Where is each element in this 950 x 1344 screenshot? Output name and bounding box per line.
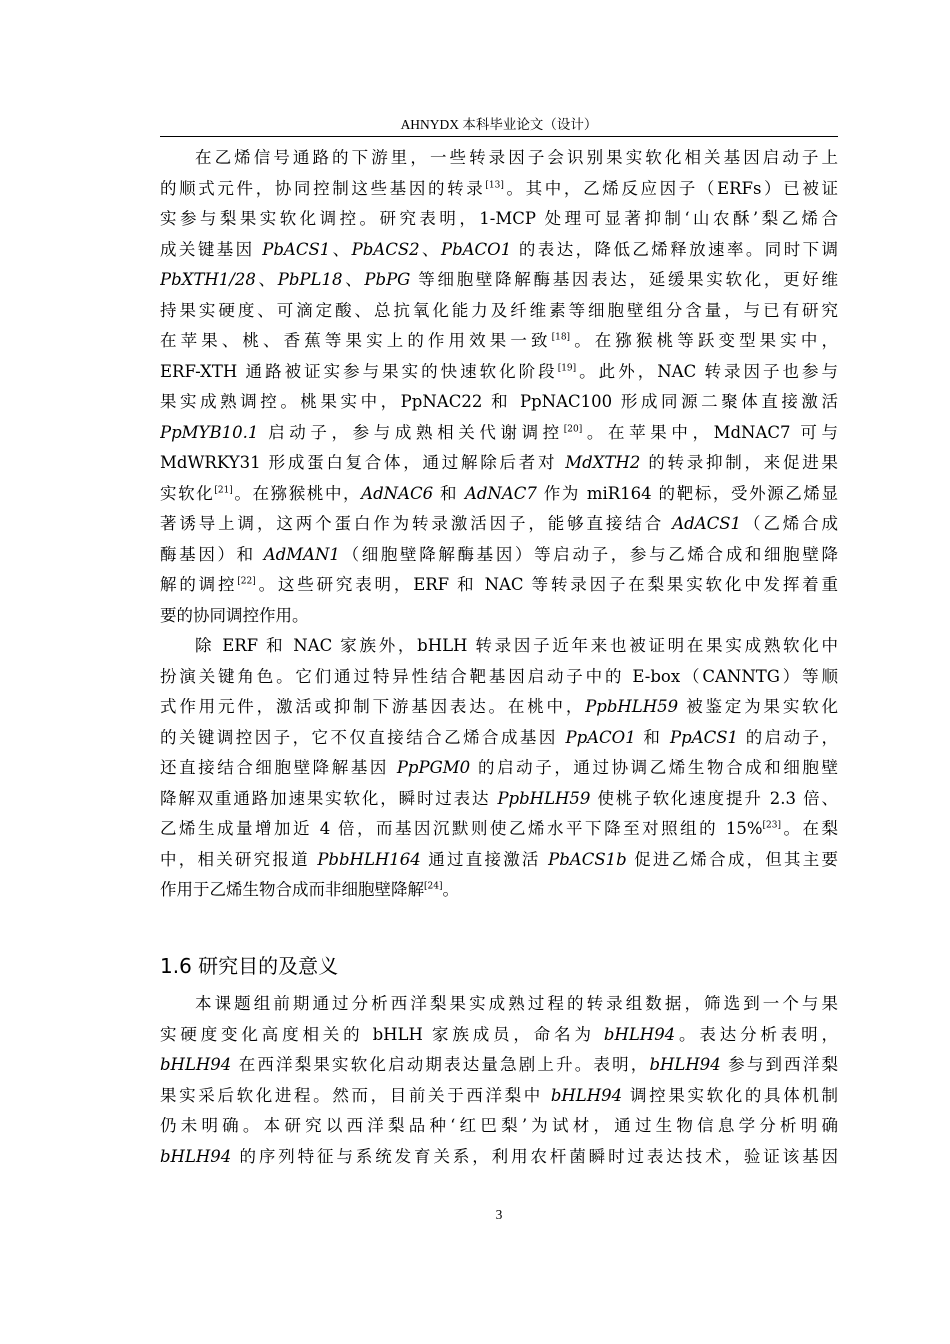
text-span: 的转录抑制，来促进果 [640,453,838,472]
gene-name: PbACO1 [440,239,512,259]
citation: [22] [237,576,256,587]
gene-name: PbACS2 [351,239,420,259]
citation: [13] [485,180,504,191]
text-span: （细胞壁降解酶基因）等启动子，参与乙烯合成和细胞壁降 [339,544,838,564]
text-span: 乙烯生成量增加近 4 倍，而基因沉默则使乙烯水平下降至对照组的 15% [160,819,763,838]
text-span: 中，相关研究报道 [160,849,318,869]
text-span: 通过直接激活 [420,849,549,869]
gene-name: PpACS1 [670,727,739,747]
gene-name: MdXTH2 [565,453,641,472]
text-span: 酶基因）和 [160,544,264,564]
gene-name: PbPG [364,270,411,289]
gene-name: PbACS1b [548,849,627,869]
text-span: 持果实硬度、可滴定酸、总抗氧化能力及纤维素等细胞壁组分含量，与已有研究 [160,300,838,320]
text-span: 著诱导上调，这两个蛋白作为转录激活因子，能够直接结合 [160,514,673,533]
text-line [160,357,838,388]
text-span: 促进乙烯合成，但其主要 [626,849,838,869]
text-span: 实软化 [160,483,215,503]
text-span: 式作用元件，激活或抑制下游基因表达。在桃中， [160,697,586,716]
text-line [160,1050,838,1081]
text-span: 在苹果、桃、香蕉等果实上的作用效果一致 [160,331,552,350]
section-heading: 1.6 研究目的及意义 [160,954,339,978]
text-span: 启动子，参与成熟相关代谢调控 [258,422,564,442]
gene-name: PpPGM0 [396,758,471,777]
text-line [160,418,838,449]
text-span: MdWRKY31 形成蛋白复合体，通过解除后者对 [160,453,566,472]
citation: [23] [762,820,781,831]
text-span: 仍未明确。本研究以西洋梨品种‘红巴梨’为试材，通过生物信息学分析明确 [160,1116,838,1135]
text-line [160,143,838,174]
text-line [160,479,838,510]
gene-name: bHLH94 [550,1085,623,1105]
text-line [160,1020,838,1051]
text-line [160,387,838,418]
citation: [18] [551,332,571,343]
gene-name: bHLH94 [603,1024,676,1044]
text-span: 和 [635,727,671,747]
gene-name: PbACS1 [262,239,331,259]
text-span: 除 ERF 和 NAC 家族外，bHLH 转录因子近年来也被证明在果实成熟软化中 [195,636,838,655]
text-span: 。 [442,880,459,899]
running-header: AHNYDX 本科毕业论文（设计） [400,117,598,132]
text-span: 、 [255,270,278,289]
gene-name: PpbHLH59 [585,697,679,716]
text-line [160,265,838,296]
text-line [160,296,838,327]
text-span: 、 [330,239,352,259]
gene-name: AdNAC6 [361,483,434,503]
text-span: 和 [433,483,465,503]
text-span: 使桃子软化速度提升 2.3 倍、 [590,788,838,808]
gene-name: AdNAC7 [464,483,537,503]
text-line [160,448,838,479]
text-span: 的表达，降低乙烯释放速率。同时下调 [511,239,838,259]
text-span: 在西洋梨果实软化启动期表达量急剧上升。表明， [231,1055,650,1074]
text-span: 。其中，乙烯反应因子（ERFs）已被证 [503,178,838,198]
text-span: 调控果实软化的具体机制 [622,1085,838,1105]
text-line [160,662,838,693]
text-span: 、 [342,270,365,289]
text-span: 、 [419,239,441,259]
text-line [160,174,838,205]
text-span: 实硬度变化高度相关的 bHLH 家族成员，命名为 [160,1024,604,1044]
text-line [160,1142,838,1173]
text-line [160,235,838,266]
text-line [160,784,838,815]
gene-name: PbPL18 [277,270,343,289]
text-span: 的关键调控因子，它不仅直接结合乙烯合成基因 [160,727,566,747]
text-span: 等细胞壁降解酶基因表达，延缓果实软化，更好维 [410,270,838,289]
citation: [20] [563,424,583,435]
text-span: 本课题组前期通过分析西洋梨果实成熟过程的转录组数据，筛选到一个与果 [195,994,838,1013]
text-span: 解的调控 [160,575,238,594]
gene-name: PpMYB10.1 [160,422,259,442]
text-line [160,1111,838,1142]
text-span: 作用于乙烯生物合成而非细胞壁降解 [160,880,424,899]
text-span: ERF-XTH 通路被证实参与果实的快速软化阶段 [160,361,558,381]
text-line [160,204,838,235]
text-line [160,753,838,784]
text-span: 的序列特征与系统发育关系，利用农杆菌瞬时过表达技术，验证该基因 [231,1146,838,1166]
text-line [160,540,838,571]
text-span: 还直接结合细胞壁降解基因 [160,758,397,777]
citation: [24] [424,881,443,892]
text-span: 果实采后软化进程。然而，目前关于西洋梨中 [160,1085,551,1105]
text-span: 扮演关键角色。它们通过特异性结合靶基因启动子中的 E-box（CANNTG）等顺 [160,666,838,686]
text-line [160,631,838,662]
text-span: 成关键基因 [160,239,263,259]
citation: [19] [557,363,577,374]
text-line [160,570,838,601]
text-span: 的启动子，通过协调乙烯生物合成和细胞壁 [470,758,838,777]
paragraph-3 [160,989,838,1172]
text-span: 降解双重通路加速果实软化，瞬时过表达 [160,788,498,808]
text-span: 作为 miR164 的靶标，受外源乙烯显 [536,483,838,503]
text-line [160,1081,838,1112]
page-number: 3 [495,1207,503,1222]
text-span: 。表达分析表明， [675,1024,838,1044]
text-line [160,814,838,845]
text-span: 的顺式元件，协同控制这些基因的转录 [160,178,486,198]
text-line [160,326,838,357]
paragraph-1 [160,143,838,906]
gene-name: PbXTH1/28 [160,270,256,289]
text-span: 。在苹果中，MdNAC7 可与 [582,422,838,442]
text-span: 果实成熟调控。桃果实中，PpNAC22 和 PpNAC100 形成同源二聚体直接激活 [160,392,838,411]
gene-name: AdACS1 [672,514,742,533]
gene-name: PpbHLH59 [497,788,591,808]
text-line [160,875,838,906]
citation: [21] [214,485,233,496]
text-span: 要的协同调控作用。 [160,605,309,625]
text-span: 。在猕猴桃等跃变型果实中， [570,331,838,350]
text-line [160,989,838,1020]
gene-name: PbbHLH164 [317,849,421,869]
text-span: 被鉴定为果实软化 [678,697,838,716]
text-line [160,509,838,540]
text-span: 实参与梨果实软化调控。研究表明，1-MCP 处理可显著抑制‘山农酥’梨乙烯合 [160,209,838,228]
text-line [160,692,838,723]
text-span: 的启动子， [738,727,838,747]
gene-name: bHLH94 [649,1055,721,1074]
text-span: （乙烯合成 [741,514,838,533]
gene-name: AdMAN1 [263,544,340,564]
text-span: 。在猕猴桃中， [232,483,362,503]
text-span: 。这些研究表明，ERF 和 NAC 等转录因子在梨果实软化中发挥着重 [255,575,838,594]
text-line [160,601,838,632]
text-line [160,845,838,876]
text-span: 。在梨 [781,819,838,838]
header-rule [160,136,838,137]
text-span: 参与到西洋梨 [720,1055,838,1074]
text-span: 。此外，NAC 转录因子也参与 [576,361,838,381]
gene-name: bHLH94 [160,1146,232,1166]
text-span: 在乙烯信号通路的下游里，一些转录因子会识别果实软化相关基因启动子上 [195,148,838,167]
gene-name: PpACO1 [565,727,636,747]
gene-name: bHLH94 [160,1055,232,1074]
text-line [160,723,838,754]
